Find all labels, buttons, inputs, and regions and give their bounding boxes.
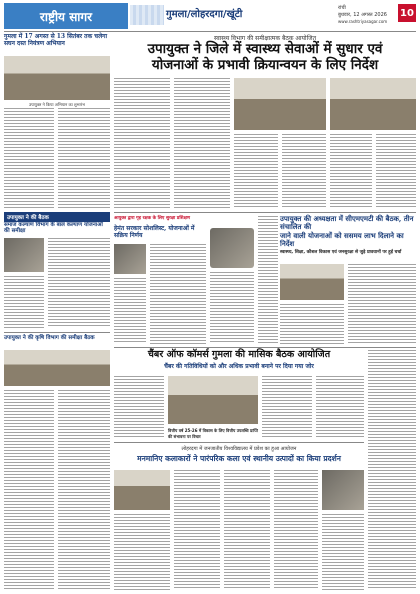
bottom-text-2 <box>224 470 270 590</box>
lead-headline-1: उपायुक्त ने जिले में स्वास्थ्य सेवाओं में सुधार एवं <box>147 41 383 57</box>
lead-photo-2 <box>330 78 416 130</box>
left-mid-label: उपायुक्त ने की बैठक <box>4 212 110 222</box>
left-mid-headline: समाज कल्याण विभाग के बाल कल्याण योजनाओं की समीक्षा <box>4 222 103 235</box>
left-top-headline: गुमला में 17 अगस्त से 13 सितंबर तक चलेगा सघन दस्त नियंत्रण अभियान <box>4 33 108 47</box>
right-lead-photo <box>280 264 344 300</box>
left-low-text-col2 <box>58 390 110 590</box>
masthead-rule <box>4 31 416 32</box>
left-top-story <box>4 33 110 107</box>
lead-text-col1 <box>114 78 170 208</box>
chamber-text-2 <box>262 376 312 438</box>
left-mid-text <box>48 238 110 328</box>
lead-text-col6 <box>376 134 416 208</box>
mid-headline: हेमंत सरकार सोशलिस्ट, योजनाओं में सक्रिय निर्णय <box>114 225 195 239</box>
mid-kicker: आयुक्त द्वारा गृह रक्षक के लिए सुरक्षा प्रशिक्षण <box>114 216 191 221</box>
bottom-rule <box>114 442 364 443</box>
bottom-text-3 <box>274 470 318 590</box>
dateline <box>338 5 387 19</box>
lead-photo-1 <box>234 78 326 130</box>
lead-headline-2: योजनाओं के प्रभावी क्रियान्वयन के लिए निर्देश <box>151 57 379 73</box>
chamber-sub: चैंबर की गतिविधियों को और अधिक प्रभावी बनाने पर दिया गया जोर <box>164 363 314 370</box>
mid-text-2 <box>114 278 146 344</box>
left-top-caption: उपायुक्त ने किया अभियान का शुभारंभ <box>29 102 85 107</box>
lead-kicker: स्वास्थ्य विभाग की समीक्षात्मक बैठक आयोजित <box>213 35 317 42</box>
section-title: गुमला/लोहरदगा/खूंटी <box>166 9 243 20</box>
bottom-kicker: लोहरदगा में जनजातीय विश्वविद्यालय में प्रवेश का हुआ आयोजन <box>181 446 297 452</box>
right-lead-headline-2: जाने वाली योजनाओं को ससमय लाभ दिलाने का निर्देश <box>280 231 404 248</box>
chamber-rule <box>114 347 416 348</box>
right-lead-text-2 <box>280 304 344 344</box>
left-mid-text-2 <box>4 276 44 328</box>
portrait-text <box>210 272 254 344</box>
paper-name: राष्ट्रीय सागर <box>4 3 128 29</box>
left-low-text-col1 <box>4 390 54 590</box>
left-top-text-col1 <box>4 108 54 208</box>
bottom-text-1 <box>174 470 220 590</box>
left-mid-photo <box>4 238 44 272</box>
left-top-photo <box>4 56 110 100</box>
chamber-text-3 <box>316 376 364 438</box>
left-low-rule <box>4 332 110 333</box>
side-note: वित्तीय वर्ष 25-26 में विकास के लिए वित्तीय उपलब्धि प्राप्ति की संभावना पर विचार <box>168 428 258 439</box>
bottom-text-5 <box>322 514 364 590</box>
mid-photo <box>114 244 146 274</box>
chamber-photo <box>168 376 258 424</box>
masthead-graphic <box>130 5 164 25</box>
portrait-text-2 <box>258 216 278 344</box>
right-lead-headline-1: उपायुक्त की अध्यक्षता में सीएमएमटी की बैठक, तीन संचालित की <box>280 214 414 231</box>
left-low-photo <box>4 350 110 386</box>
lead-text-col5 <box>330 134 372 208</box>
bottom-text-4 <box>114 514 170 590</box>
lead-text-col2 <box>174 78 230 208</box>
left-low-headline: उपायुक्त ने की कृषि विभाग की समीक्षा बैठक <box>4 335 95 341</box>
chamber-text-1 <box>114 376 164 438</box>
page-number: 10 <box>398 4 416 22</box>
portrait-photo <box>210 228 254 268</box>
right-column-text <box>368 350 416 590</box>
date: बुधवार, 12 अगस्त 2026 <box>338 12 387 18</box>
bottom-photo-1 <box>114 470 170 510</box>
right-lead-sub: स्वास्थ्य, शिक्षा, कौशल विकास एवं जनसुरक्षा से जुड़े प्रावधानों पर हुई चर्चा <box>280 250 402 255</box>
city: रांची <box>338 5 346 11</box>
lead-text-col4 <box>282 134 326 208</box>
masthead <box>0 0 420 30</box>
lead-text-col3 <box>234 134 278 208</box>
left-top-text-col2 <box>58 108 110 208</box>
lead-bottom-rule <box>114 212 416 213</box>
bottom-headline: मनमानिए कलाकारों ने पारंपरिक कला एवं स्थानीय उत्पादों का किया प्रदर्शन <box>137 454 341 463</box>
website: www.rashtriyasagar.com <box>338 19 388 24</box>
right-lead-text-1 <box>348 264 416 344</box>
bottom-photo-2 <box>322 470 364 510</box>
chamber-headline: चैंबर ऑफ कॉमर्स गुमला की मासिक बैठक आयोजित <box>147 349 331 360</box>
mid-text-1 <box>150 244 206 344</box>
